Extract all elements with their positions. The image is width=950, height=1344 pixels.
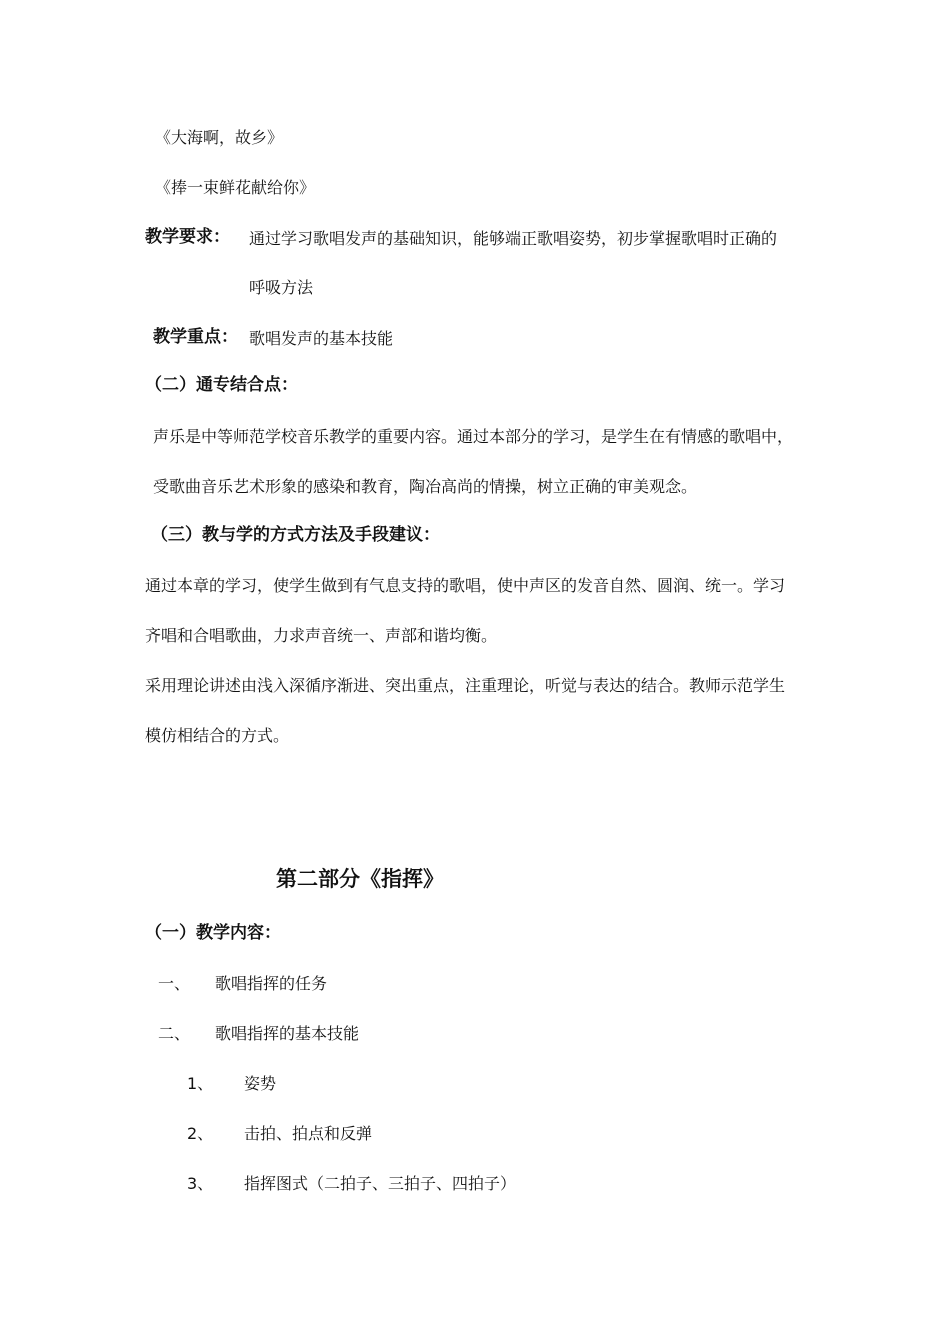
song-title-2: 《捧一束鲜花献给你》	[155, 178, 316, 197]
part-title: 第二部分《指挥》	[276, 867, 444, 891]
sublist-item-text: 姿势	[244, 1074, 277, 1093]
list-item-text: 歌唱指挥的任务	[215, 974, 328, 993]
section3-paragraph2-line1: 采用理论讲述由浅入深循序渐进、突出重点，注重理论，听觉与表达的结合。教师示范学生	[145, 676, 786, 695]
focus-text: 歌唱发声的基本技能	[249, 329, 394, 348]
sublist-item-number: 3、	[187, 1174, 214, 1193]
list-item-text: 歌唱指挥的基本技能	[215, 1024, 360, 1043]
list-item-number: 一、	[158, 974, 191, 993]
sublist-item-text: 击拍、拍点和反弹	[244, 1124, 373, 1143]
section-heading-3: （三）教与学的方式方法及手段建议：	[151, 525, 440, 545]
focus-label: 教学重点：	[153, 327, 238, 347]
section3-paragraph1-line2: 齐唱和合唱歌曲，力求声音统一、声部和谐均衡。	[145, 626, 498, 645]
requirement-text-line1: 通过学习歌唱发声的基础知识，能够端正歌唱姿势，初步掌握歌唱时正确的	[249, 229, 778, 248]
section2-paragraph-line1: 声乐是中等师范学校音乐教学的重要内容。通过本部分的学习，是学生在有情感的歌唱中，	[153, 427, 794, 446]
section-heading-2: （二）通专结合点：	[145, 375, 298, 395]
section2-paragraph-line2: 受歌曲音乐艺术形象的感染和教育，陶冶高尚的情操，树立正确的审美观念。	[153, 477, 698, 496]
section3-paragraph2-line2: 模仿相结合的方式。	[145, 726, 290, 745]
sublist-item-number: 1、	[187, 1074, 214, 1093]
list-item-number: 二、	[158, 1024, 191, 1043]
part2-section-heading-1: （一）教学内容：	[145, 923, 281, 943]
sublist-item-number: 2、	[187, 1124, 214, 1143]
requirement-label: 教学要求：	[145, 227, 230, 247]
song-title-1: 《大海啊，故乡》	[155, 128, 284, 147]
sublist-item-text: 指挥图式（二拍子、三拍子、四拍子）	[244, 1174, 517, 1193]
section3-paragraph1-line1: 通过本章的学习，使学生做到有气息支持的歌唱，使中声区的发音自然、圆润、统一。学习	[145, 576, 786, 595]
requirement-text-line2: 呼吸方法	[249, 278, 314, 297]
